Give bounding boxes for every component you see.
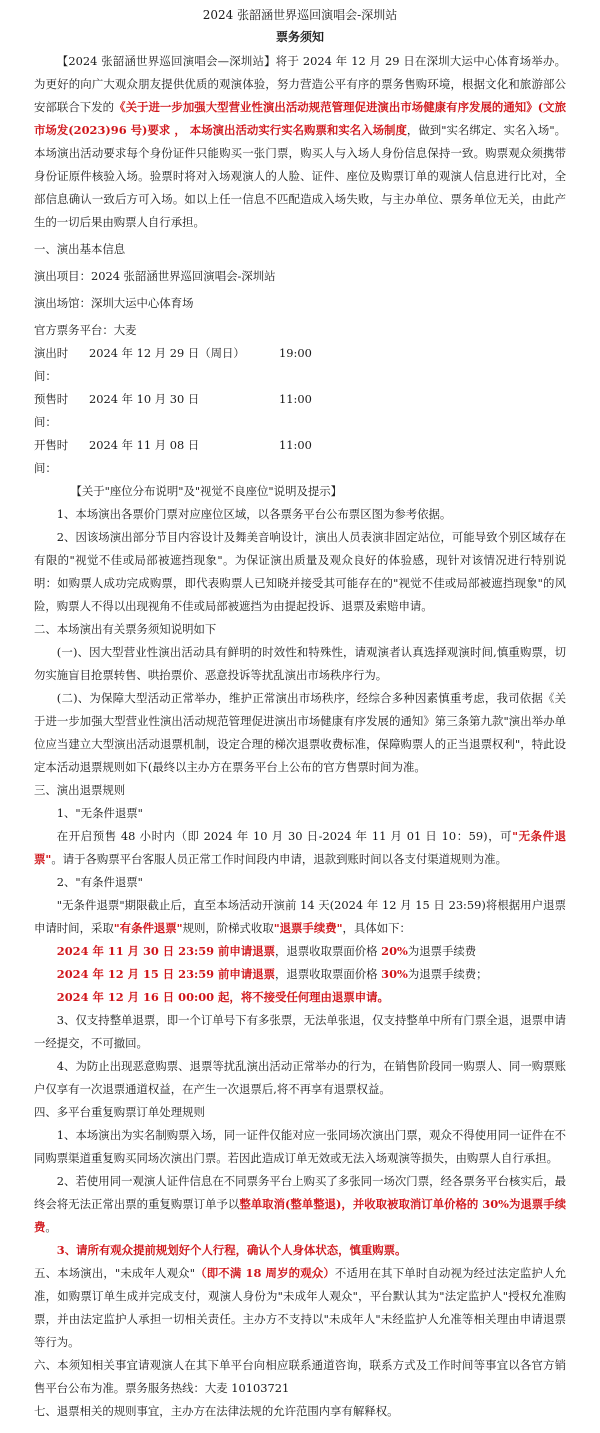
refund-tier-1: 2024 年 11 月 30 日 23:59 前申请退票，退票收取票面价格 20%为退票手续费 xyxy=(56,944,477,958)
section5-paragraph: 五、本场演出，"未成年人观众"（即不满 18 周岁的观众）不适用在其下单时自动视为经过法定监护人允准，如购票订单生成并完成支付，观演人身份为"未成年人观众"，平台默认其为"法定监护人"授权允准购票，并由法定监护人承担一切相关责任。主办方不支持以"未成年人"未经监护人允准等相关理由申请退票等行为。 xyxy=(34,1266,566,1349)
section7-paragraph: 七、退票相关的规则事宜，主办方在法律法规的允许范围内享有解释权。 xyxy=(34,1404,399,1418)
unconditional-refund-text: 在开启预售 48 小时内（即 2024 年 10 月 30 日-2024 年 11 月 01 日 10：59)，可"无条件退票"。请于各购票平台客服人员正常工作时间段内申请，退款到账时间以各支付渠道规则为准。 xyxy=(34,829,566,866)
document-subtitle: 票务须知 xyxy=(275,30,324,44)
ticket-platform: 官方票务平台：大麦 xyxy=(34,323,137,337)
seat-paragraph-1: 1、本场演出各票价门票对应座位区域，以各票务平台公布票区图为参考依据。 xyxy=(56,507,452,521)
section1-heading: 一、演出基本信息 xyxy=(34,242,126,256)
conditional-refund-text: "无条件退票"期限截止后，直至本场活动开演前 14 天(2024 年 12 月 15 日 23:59)将根据用户退票申请时间，采取"有条件退票"规则，阶梯式收取"退票手续费"，具体如下： xyxy=(34,898,566,935)
refund-tier-3: 2024 年 12 月 16 日 00:00 起，将不接受任何理由退票申请。 xyxy=(56,990,389,1004)
section4-heading: 四、多平台重复购票订单处理规则 xyxy=(34,1105,205,1119)
section3-paragraph-3: 3、仅支持整单退票，即一个订单号下有多张票，无法单张退，仅支持整单中所有门票全退，退票申请一经提交，不可撤回。 xyxy=(34,1013,566,1050)
show-venue: 演出场馆：深圳大运中心体育场 xyxy=(34,296,194,310)
conditional-refund-heading: 2、"有条件退票" xyxy=(56,875,143,889)
refund-tier-2: 2024 年 12 月 15 日 23:59 前申请退票，退票收取票面价格 30%为退票手续费； xyxy=(56,967,488,981)
seat-heading: 【关于"座位分布说明"及"视觉不良座位"说明及提示】 xyxy=(70,484,343,498)
section2-paragraph-1: (一)、因大型营业性演出活动具有鲜明的时效性和特殊性，请观演者认真选择观演时间,慎重购票，切勿实施盲目抢票转售、哄抬票价、恶意投诉等扰乱演出市场秩序行为。 xyxy=(34,645,566,682)
show-project: 演出项目：2024 张韶涵世界巡回演唱会-深圳站 xyxy=(34,269,276,283)
section3-paragraph-4: 4、为防止出现恶意购票、退票等扰乱演出活动正常举办的行为，在销售阶段同一购票人、同一购票账户仅享有一次退票通道权益，在产生一次退票后,将不再享有退票权益。 xyxy=(34,1059,566,1096)
section4-paragraph-2: 2、若使用同一观演人证件信息在不同票务平台上购买了多张同一场次门票，经各票务平台核实后，最终会将无法正常出票的重复购票订单予以整单取消(整单整退)，并收取被取消订单价格的 30%为退票手续费。 xyxy=(34,1174,566,1234)
show-time-row: 演出时间： 2024 年 12 月 29 日（周日） 19:00 xyxy=(34,346,312,383)
section3-heading: 三、演出退票规则 xyxy=(34,783,126,797)
onsale-time-row: 开售时间： 2024 年 11 月 08 日 11:00 xyxy=(34,438,312,475)
unconditional-refund-heading: 1、"无条件退票" xyxy=(56,806,143,820)
intro-paragraph: 【2024 张韶涵世界巡回演唱会—深圳站】将于 2024 年 12 月 29 日在深圳大运中心体育场举办。为更好的向广大观众朋友提供优质的观演体验，努力营造公平有序的票务售购环境，根据文化和旅游部公安部联合下发的《关于进一步加强大型营业性演出活动规范管理促进演出市场健康有序发展的通知》(文旅市场发(2023)96 号)要求 ， 本场演出活动实行实名购票和实名入场制度，做到"实名绑定、实名入场"。本场演出活动要求每个身份证件只能购买一张门票，购买人与入场人身份信息保持一致。购票观众须携带身份证原件核验入场。验票时将对入场观演人的人脸、证件、座位及购票订单的观演人信息进行比对，全部信息确认一致后方可入场。如以上任一信息不匹配造成入场失败，与主办单位、票务单位无关，由此产生的一切后果由购票人自行承担。 xyxy=(34,54,566,229)
section6-paragraph: 六、本须知相关事宜请观演人在其下单平台向相应联系通道咨询，联系方式及工作时间等事宜以各官方销售平台公布为准。票务服务热线：大麦 10103721 xyxy=(34,1358,566,1395)
section2-paragraph-2: (二)、为保障大型活动正常举办，维护正常演出市场秩序，经综合多种因素慎重考虑，我司依据《关于进一步加强大型营业性演出活动规范管理促进演出市场健康有序发展的通知》第三条第九款"演出举办单位应当建立大型演出活动退票机制，设定合理的梯次退票收费标准，保障购票人的正当退票权利"，特此设定本活动退票规则如下(最终以主办方在票务平台上公布的官方售票时间为准。 xyxy=(34,691,566,774)
section2-heading: 二、本场演出有关票务须知说明如下 xyxy=(34,622,217,636)
seat-paragraph-2: 2、因该场演出部分节目内容设计及舞美音响设计，演出人员表演非固定站位，可能导致个别区域存在有限的"视觉不佳或局部被遮挡现象"。为保证演出质量及观众良好的体验感，现针对该情况进行特别说明：如购票人成功完成购票，即代表购票人已知晓并接受其可能存在的"视觉不佳或局部被遮挡现象"的风险，购票人不得以出现视角不佳或局部被遮挡为由提起投诉、退票及索赔申请。 xyxy=(34,530,566,613)
section4-paragraph-1: 1、本场演出为实名制购票入场，同一证件仅能对应一张同场次演出门票，观众不得使用同一证件在不同购票渠道重复购买同场次演出门票。若因此造成订单无效或无法入场观演等损失，由购票人自行承担。 xyxy=(34,1128,566,1165)
presale-time-row: 预售时间： 2024 年 10 月 30 日 11:00 xyxy=(34,392,312,429)
section4-paragraph-3: 3、请所有观众提前规划好个人行程，确认个人身体状态，慎重购票。 xyxy=(56,1243,407,1257)
document-title: 2024 张韶涵世界巡回演唱会-深圳站 xyxy=(202,8,398,22)
